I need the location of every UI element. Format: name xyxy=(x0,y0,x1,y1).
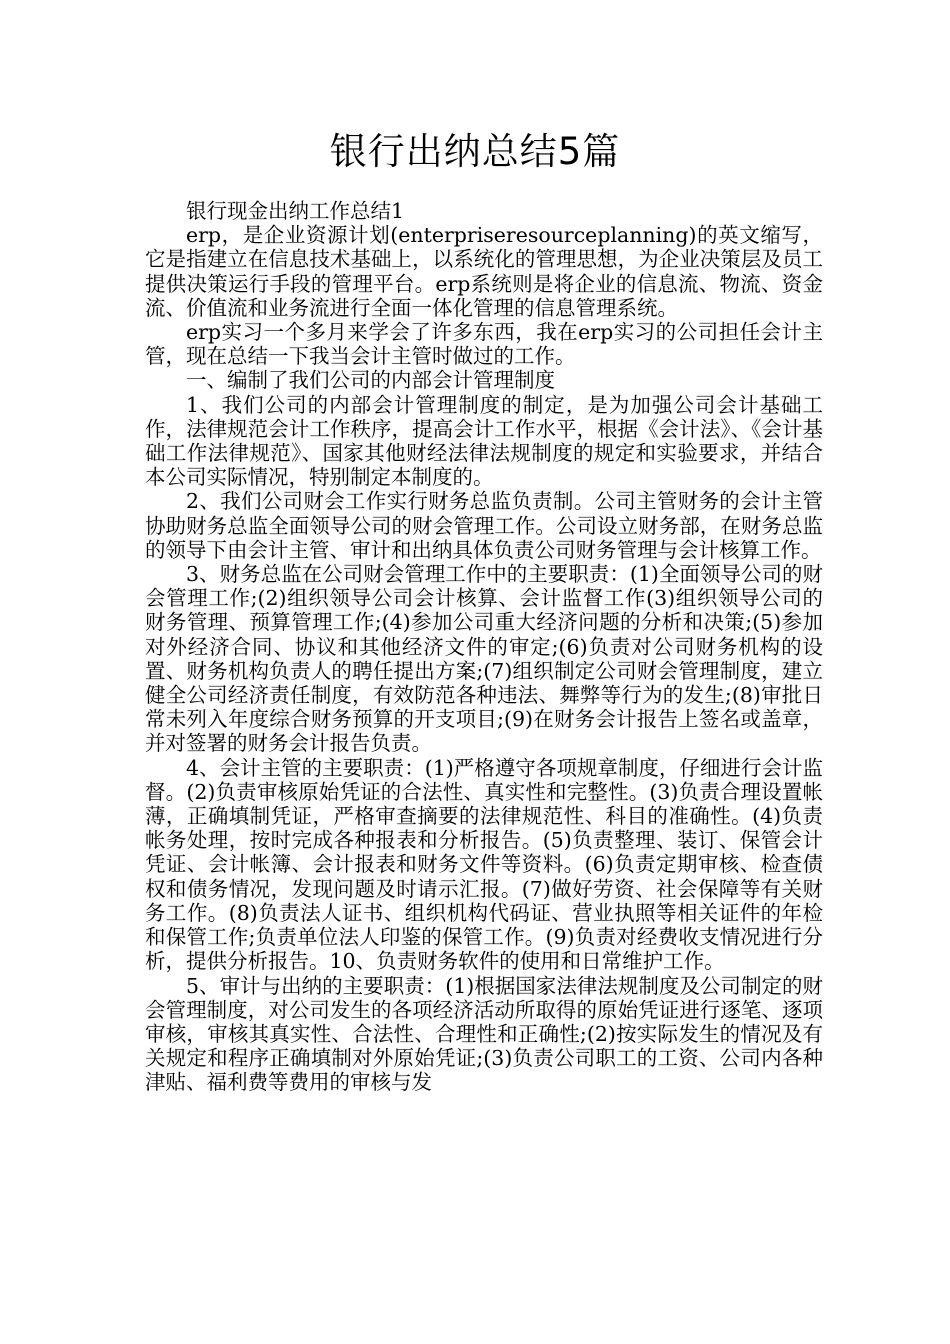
body-paragraph: 5、审计与出纳的主要职责：(1)根据国家法律法规制度及公司制定的财会管理制度，对公司发生的各项经济活动所取得的原始凭证进行逐笔、逐项审核，审核其真实性、合法性、合理性和正确性;(2)按实际发生的情况及有关规定和程序正确填制对外原始凭证;(3)负责公司职工的工资、公司内各种津贴、福利费等费用的审核与发 xyxy=(145,973,823,1095)
document-body xyxy=(145,199,823,1095)
body-paragraph: 4、会计主管的主要职责：(1)严格遵守各项规章制度，仔细进行会计监督。(2)负责审核原始凭证的合法性、真实性和完整性。(3)负责合理设置帐薄，正确填制凭证，严格审查摘要的法律规范性、科目的准确性。(4)负责帐务处理，按时完成各种报表和分析报告。(5)负责整理、装订、保管会计凭证、会计帐簿、会计报表和财务文件等资料。(6)负责定期审核、检查债权和债务情况，发现问题及时请示汇报。(7)做好劳资、社会保障等有关财务工作。(8)负责法人证书、组织机构代码证、营业执照等相关证件的年检和保管工作;负责单位法人印鉴的保管工作。(9)负责对经费收支情况进行分析，提供分析报告。10、负责财务软件的使用和日常维护工作。 xyxy=(145,755,823,974)
document-title: 银行出纳总结5篇 xyxy=(329,130,621,173)
section-heading: 银行现金出纳工作总结1 xyxy=(186,199,405,223)
section-heading: 一、编制了我们公司的内部会计管理制度 xyxy=(186,368,555,393)
body-paragraph: 1、我们公司的内部会计管理制度的制定，是为加强公司会计基础工作，法律规范会计工作秩序，提高会计工作水平，根据《会计法》、《会计基础工作法律规范》、国家其他财经法律法规制度的规定和实验要求，并结合本公司实际情况，特别制定本制度的。 xyxy=(145,392,823,490)
body-paragraph: erp实习一个多月来学会了许多东西，我在erp实习的公司担任会计主管，现在总结一下我当会计主管时做过的工作。 xyxy=(145,320,823,369)
body-paragraph: erp，是企业资源计划(enterpriseresourceplanning)的英文缩写，它是指建立在信息技术基础上，以系统化的管理思想，为企业决策层及员工提供决策运行手段的管理平台。erp系统则是将企业的信息流、物流、资金流、价值流和业务流进行全面一体化管理的信息管理系统。 xyxy=(145,223,823,320)
body-paragraph: 3、财务总监在公司财会管理工作中的主要职责：(1)全面领导公司的财会管理工作;(2)组织领导公司会计核算、会计监督工作(3)组织领导公司的财务管理、预算管理工作;(4)参加公司重大经济问题的分析和决策;(5)参加对外经济合同、协议和其他经济文件的审定;(6)负责对公司财务机构的设置、财务机构负责人的聘任提出方案;(7)组织制定公司财会管理制度，建立健全公司经济责任制度，有效防范各种违法、舞弊等行为的发生;(8)审批日常未列入年度综合财务预算的开支项目;(9)在财务会计报告上签名或盖章，并对签署的财务会计报告负责。 xyxy=(145,562,823,756)
body-paragraph: 2、我们公司财会工作实行财务总监负责制。公司主管财务的会计主管协助财务总监全面领导公司的财会管理工作。公司设立财务部，在财务总监的领导下由会计主管、审计和出纳具体负责公司财务管理与会计核算工作。 xyxy=(145,489,823,562)
